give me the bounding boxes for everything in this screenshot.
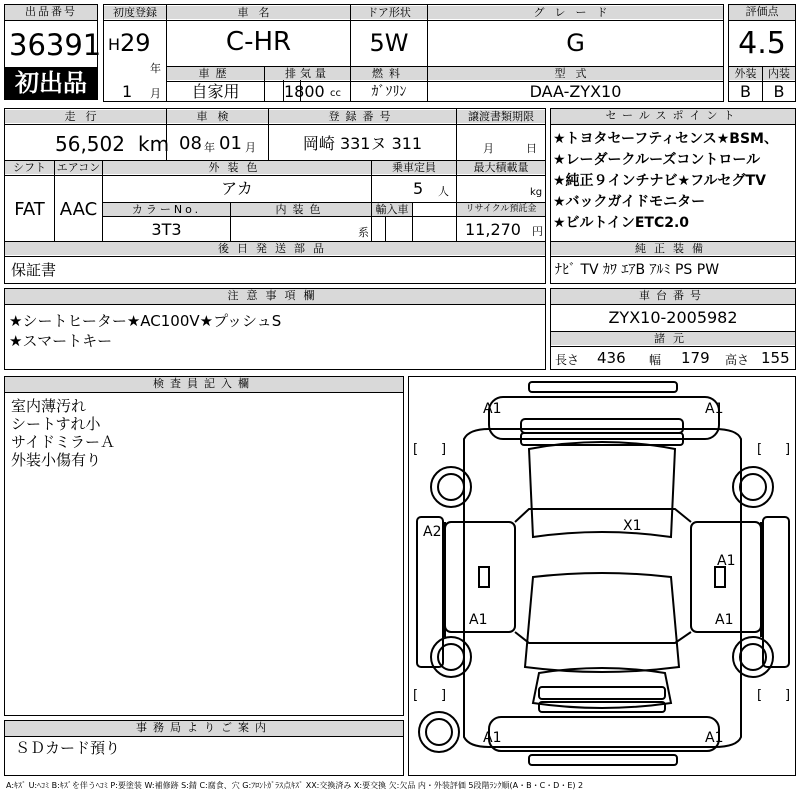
lot-number-box [4, 4, 102, 100]
dimensions-label: 諸元 [551, 332, 795, 345]
bracket: [ [413, 442, 419, 457]
bracket: [ [757, 688, 763, 703]
width: 179 [681, 349, 710, 367]
aircon-label: エアコン [56, 161, 101, 174]
year-unit: 年 [150, 62, 161, 75]
bracket: [ [413, 688, 419, 703]
shift: FAT [14, 199, 45, 220]
interior-color-unit: 系 [358, 226, 369, 239]
width-label: 幅 [649, 353, 662, 367]
sales-points-box [550, 108, 796, 284]
damage-mark-rear-left: A1 [483, 730, 502, 746]
recycle-label: リサイクル預託金 [457, 203, 545, 216]
displacement-label: 排気量 [265, 67, 350, 80]
first-registration-label: 初度登録 [104, 6, 166, 19]
equipment-label: 純正装備 [551, 242, 795, 255]
model-label: 型式 [428, 67, 723, 80]
door-type-label: ドア形状 [351, 6, 427, 19]
first-registration-month: 1 [122, 82, 133, 101]
equipment: ﾅﾋﾞ TV ｶﾜ ｴｱB ｱﾙﾐ PS PW [555, 262, 720, 278]
first-listing-badge: 初出品 [5, 67, 97, 99]
fuel-label: 燃料 [351, 67, 427, 80]
sales-point: ★レーダークルーズコントロール [553, 152, 761, 168]
damage-diagram [408, 376, 796, 776]
interior-rating: B [773, 82, 785, 101]
bracket: [ [757, 442, 763, 457]
office-label: 事務局よりご案内 [5, 721, 403, 737]
capacity: 5 [413, 179, 424, 198]
sales-points-label: セールスポイント [551, 109, 795, 125]
max-load-label: 最大積載量 [457, 161, 545, 174]
shift-label: シフト [5, 161, 54, 174]
damage-mark-right-front-door: A1 [717, 553, 736, 569]
mileage-unit: km [138, 132, 170, 156]
transfer-month-unit: 月 [483, 142, 494, 155]
later-parts: 保証書 [11, 261, 57, 279]
fuel: ｶﾞｿﾘﾝ [371, 84, 407, 100]
inspection-year-unit: 年 [204, 141, 215, 154]
recycle-deposit: 11,270 [465, 220, 521, 239]
history: 自家用 [191, 82, 240, 101]
bracket: ] [785, 442, 791, 457]
vehicle-summary-box [103, 4, 724, 102]
sales-point: ★純正９インチナビ★フルセグTV [553, 173, 766, 189]
bracket: ] [441, 442, 447, 457]
max-load-unit: kg [530, 187, 543, 198]
legend: A:ｷｽﾞ U:ﾍｺﾐ B:ｷｽﾞを伴うﾍｺﾐ P:要塗装 W:補修跡 S:錆 C:腐食、穴 G:ﾌﾛﾝﾄｶﾞﾗｽ点ｷｽﾞ XX:交換済み X:要交換 欠:欠品 内・外装評価 5段階ﾗﾝｸ順(A・B・C・D・E) 2 [6, 781, 584, 790]
inspector-line: 室内薄汚れ [11, 397, 87, 415]
later-parts-label: 後日発送部品 [5, 242, 545, 255]
inspector-notes [11, 397, 115, 469]
exterior-color-label: 外装色 [103, 161, 371, 174]
mileage: 56,502 [55, 132, 125, 156]
note-line: ★シートヒーター★AC100V★プッシュS [9, 312, 282, 330]
height: 155 [761, 349, 790, 367]
notes-list [9, 311, 281, 351]
inspector-label: 検査員記入欄 [5, 377, 403, 393]
rating-box [728, 4, 796, 102]
sales-point: ★バックガイドモニター [553, 194, 706, 210]
rating-label: 評価点 [729, 5, 795, 21]
inspector-line: シートすれ小 [11, 415, 101, 433]
transfer-day-unit: 日 [526, 142, 537, 155]
aircon: AAC [59, 199, 98, 220]
car-outline [409, 377, 795, 775]
notes-box [4, 288, 546, 370]
sales-points-list [553, 129, 778, 234]
height-label: 高さ [725, 353, 750, 367]
rating: 4.5 [738, 26, 786, 61]
damage-mark-left-door: A2 [423, 524, 442, 540]
notes-label: 注意事項欄 [5, 289, 545, 305]
exterior-rating: B [740, 82, 751, 101]
era-letter: H [108, 35, 121, 54]
car-name-label: 車名 [167, 6, 350, 19]
inspection-year: 08 [179, 133, 202, 154]
mileage-label: 走行 [5, 110, 166, 123]
color-number-label: カラーNo. [103, 203, 230, 216]
damage-mark-right-rear-door: A1 [715, 612, 734, 628]
office-note: ＳＤカード預り [15, 739, 121, 757]
sales-point: ★ビルトインETC2.0 [553, 215, 690, 231]
import-label: 輸入車 [372, 203, 412, 216]
damage-mark-front-right: A1 [705, 401, 724, 417]
lot-number-label: 出品番号 [5, 5, 97, 21]
damage-mark-front-left: A1 [483, 401, 502, 417]
inspector-box [4, 376, 404, 716]
length: 436 [597, 349, 626, 367]
car-name: C-HR [225, 27, 292, 57]
note-line: ★スマートキー [9, 332, 113, 350]
inspector-line: 外装小傷有り [11, 451, 102, 469]
recycle-unit: 円 [532, 225, 543, 238]
exterior-rating-label: 外装 [729, 67, 762, 80]
history-label: 車歴 [167, 67, 264, 80]
lot-number: 36391 [9, 28, 102, 62]
damage-mark-left-rear-door: A1 [469, 612, 488, 628]
bracket: ] [441, 688, 447, 703]
color-number: 3T3 [151, 220, 182, 239]
capacity-unit: 人 [438, 185, 449, 198]
length-label: 長さ [555, 353, 580, 367]
model: DAA-ZYX10 [529, 82, 622, 101]
inspection-label: 車検 [167, 110, 268, 123]
inspection-month-unit: 月 [245, 141, 256, 154]
inspection-month: 01 [219, 133, 242, 154]
damage-mark-roof: X1 [623, 518, 642, 534]
transfer-deadline-label: 譲渡書類期限 [457, 110, 545, 123]
chassis-box [550, 288, 796, 370]
exterior-color: アカ [221, 179, 253, 198]
interior-color-label: 内装色 [231, 203, 371, 216]
plate-label: 登録番号 [269, 110, 456, 123]
damage-mark-rear-right: A1 [705, 730, 724, 746]
chassis-label: 車台番号 [551, 289, 795, 305]
office-box [4, 720, 404, 776]
plate: 岡崎 331ヌ 311 [302, 134, 423, 153]
inspector-line: サイドミラーＡ [11, 433, 115, 451]
capacity-label: 乗車定員 [372, 161, 456, 174]
grade-label: グレード [428, 6, 723, 19]
grade: G [566, 29, 585, 57]
door-type: 5W [369, 29, 409, 57]
details-box [4, 108, 546, 284]
sales-point: ★トヨタセーフティセンス★BSM、 [553, 131, 778, 147]
displacement: 1800 [284, 82, 325, 101]
displacement-unit: cc [330, 88, 341, 99]
month-unit: 月 [150, 87, 161, 100]
first-registration-year: 29 [120, 29, 151, 57]
bracket: ] [785, 688, 791, 703]
interior-rating-label: 内装 [763, 67, 795, 80]
chassis-number: ZYX10-2005982 [608, 308, 738, 327]
